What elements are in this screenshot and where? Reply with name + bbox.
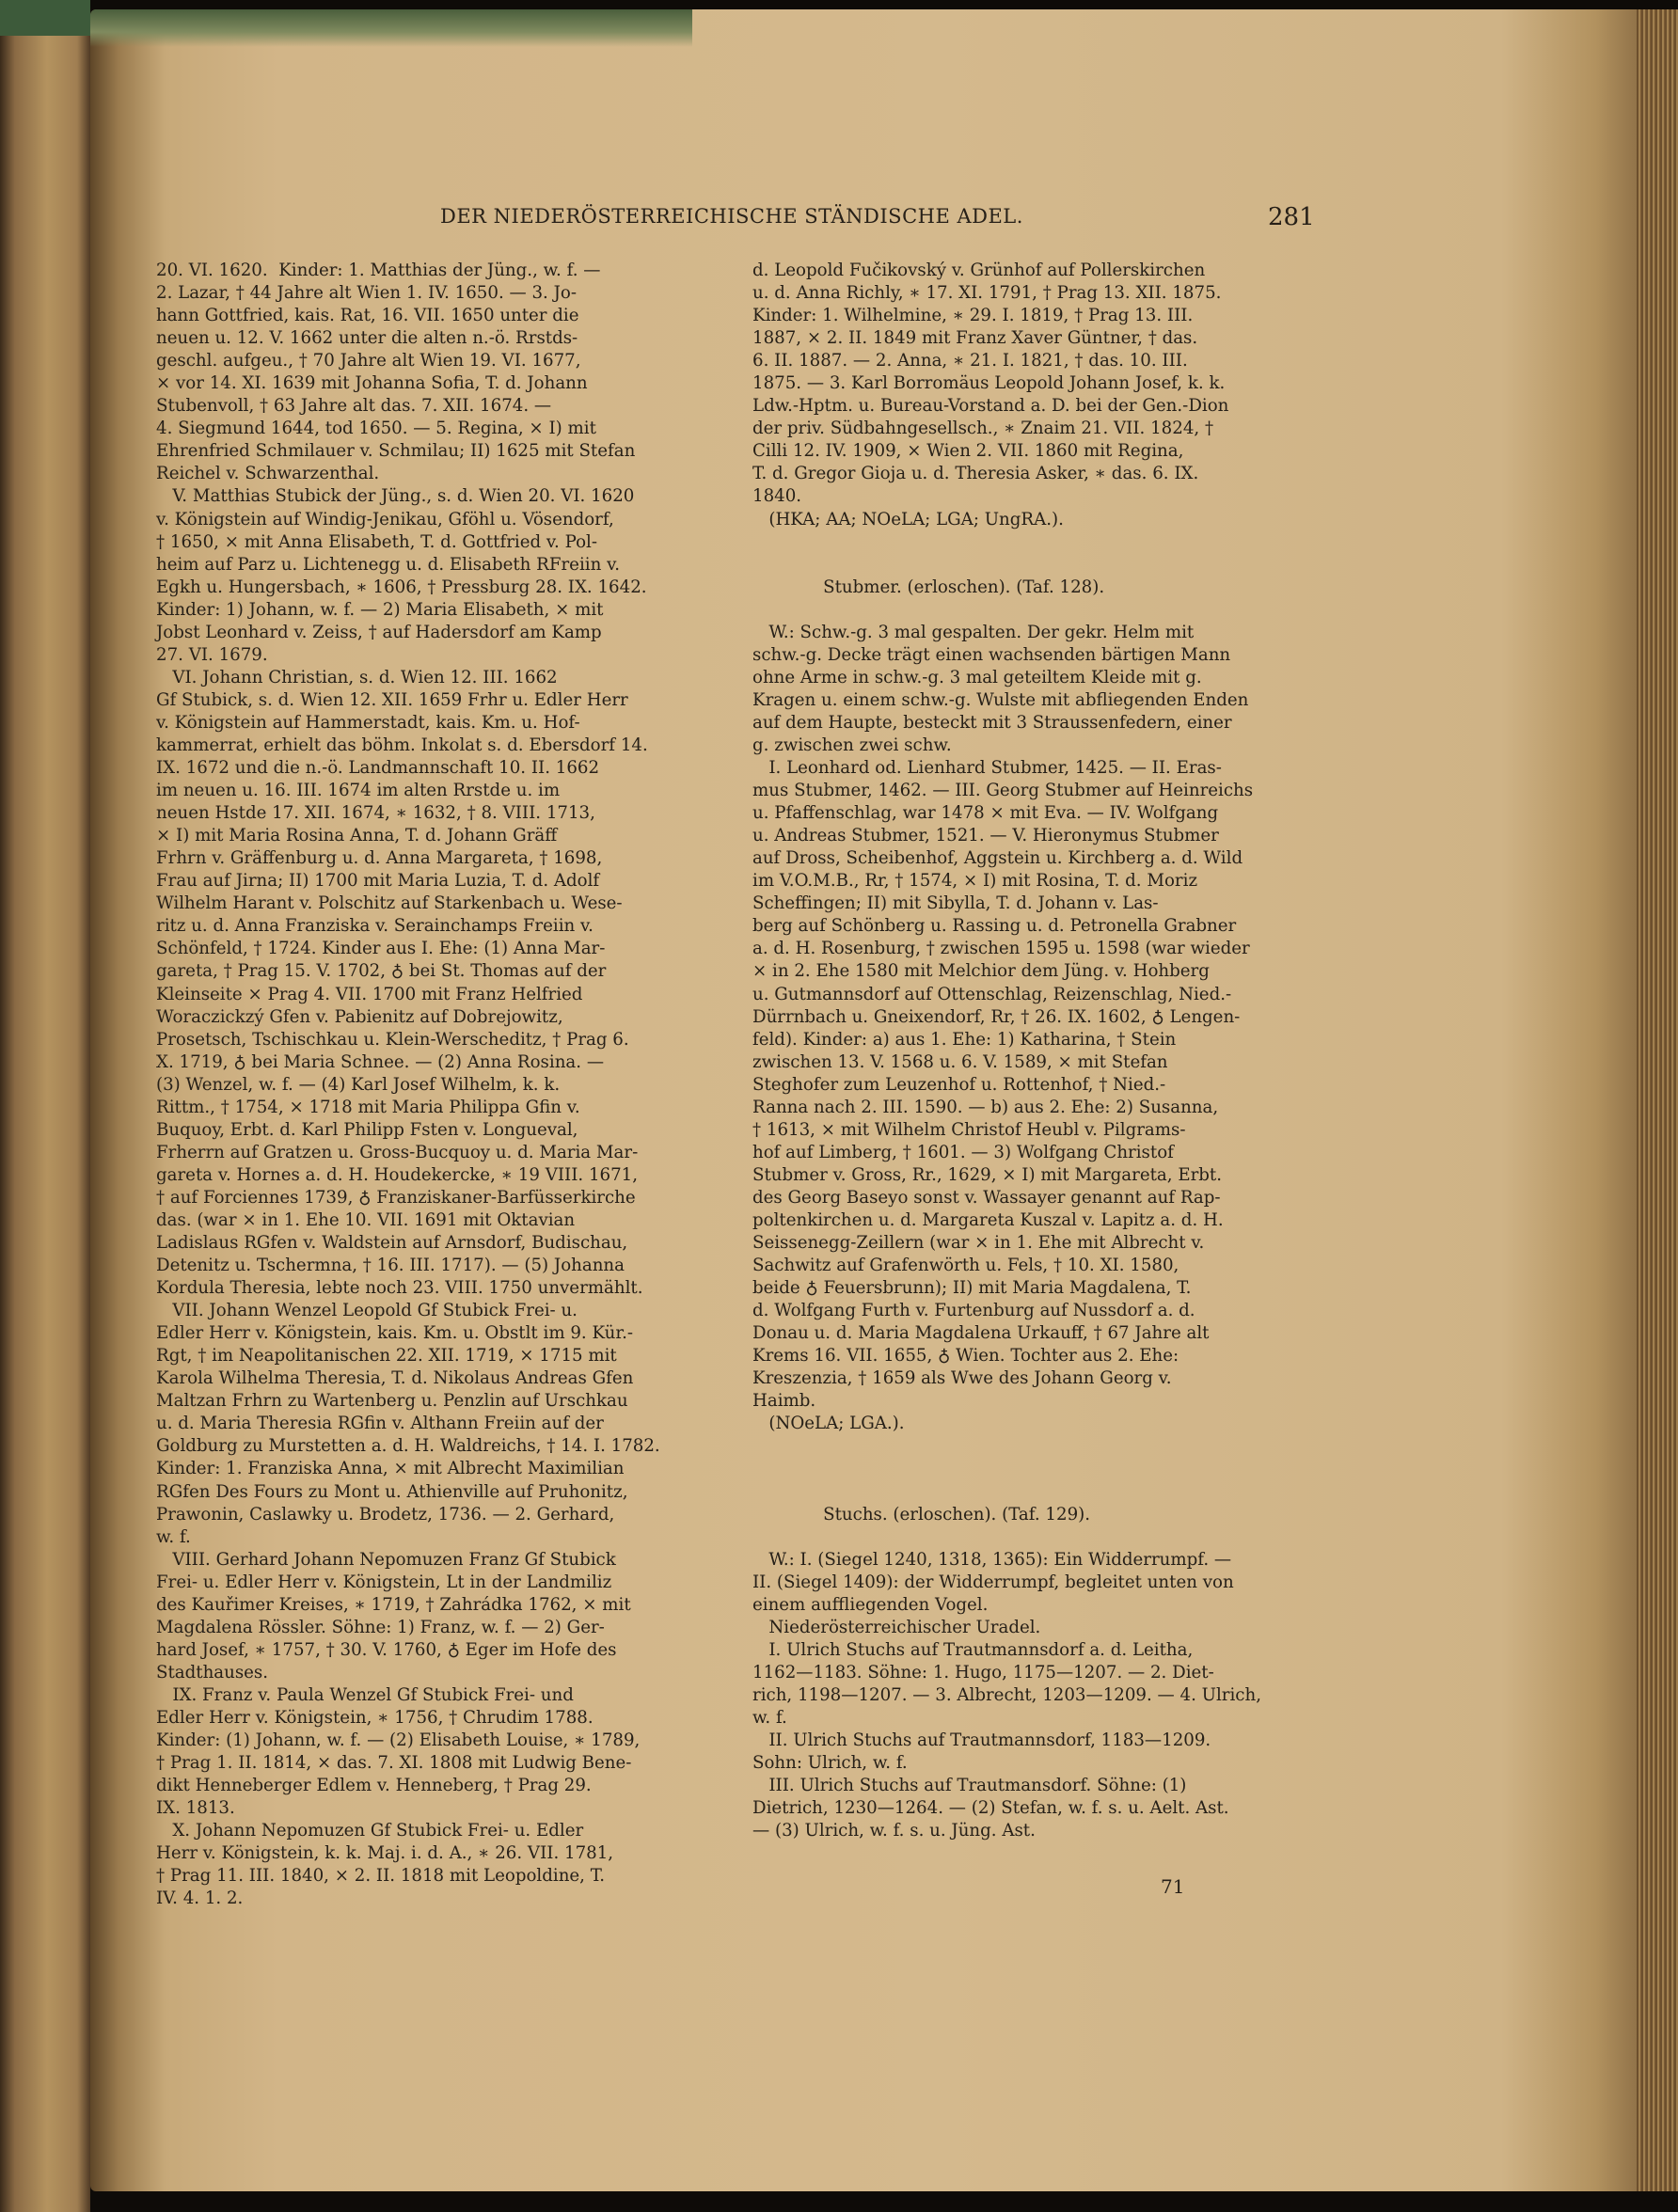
text-line: auf dem Haupte, besteckt mit 3 Straussenfedern, einer: [752, 712, 1232, 733]
text-line: Kinder: (1) Johann, w. f. — (2) Elisabeth Louise, ∗ 1789,: [156, 1730, 641, 1751]
text-line: Jobst Leonhard v. Zeiss, † auf Hadersdorf am Kamp: [156, 622, 602, 642]
left-page-edge: [0, 0, 90, 2212]
text-line: Edler Herr v. Königstein, ∗ 1756, † Chrudim 1788.: [156, 1708, 594, 1728]
text-line: gareta v. Hornes a. d. H. Houdekercke, ∗ 19 VIII. 1671,: [156, 1164, 639, 1185]
text-line: IX. Franz v. Paula Wenzel Gf Stubick Frei- und: [156, 1684, 574, 1705]
text-line: Edler Herr v. Königstein, kais. Km. u. Obstlt im 9. Kür.-: [156, 1323, 634, 1344]
text-line: der priv. Südbahngesellsch., ∗ Znaim 21. VII. 1824, †: [752, 419, 1214, 439]
text-line: Frei- u. Edler Herr v. Königstein, Lt in der Landmiliz: [156, 1572, 612, 1592]
text-line: Donau u. d. Maria Magdalena Urkauff, † 67 Jahre alt: [752, 1323, 1210, 1344]
text-line: III. Ulrich Stuchs auf Trautmansdorf. Söhne: (1): [752, 1776, 1187, 1796]
text-line: Prosetsch, Tschischkau u. Klein-Werscheditz, † Prag 6.: [156, 1029, 629, 1050]
text-line: u. d. Anna Richly, ∗ 17. XI. 1791, † Prag 13. XII. 1875.: [752, 283, 1222, 304]
text-line: 20. VI. 1620. Kinder: 1. Matthias der Jüng., w. f. —: [156, 261, 601, 280]
text-line: [752, 531, 1261, 554]
text-line: Krems 16. VII. 1655, ♁ Wien. Tochter aus 2. Ehe:: [752, 1346, 1179, 1367]
text-line: Rittm., † 1754, × 1718 mit Maria Philippa Gfin v.: [156, 1097, 580, 1117]
text-line: [752, 599, 1261, 622]
text-line: neuen u. 12. V. 1662 unter die alten n.-ö. Rrstds-: [156, 328, 578, 349]
text-line: Frhrn v. Gräffenburg u. d. Anna Margareta, † 1698,: [156, 848, 603, 869]
text-line: × in 2. Ehe 1580 mit Melchior dem Jüng. v. Hohberg: [752, 961, 1210, 982]
text-line: (3) Wenzel, w. f. — (4) Karl Josef Wilhelm, k. k.: [156, 1074, 561, 1095]
text-line: [752, 1435, 1261, 1458]
text-line: † 1650, × mit Anna Elisabeth, T. d. Gottfried v. Pol-: [156, 531, 597, 552]
text-line: Frherrn auf Gratzen u. Gross-Bucquoy u. d. Maria Mar-: [156, 1142, 639, 1162]
text-line: beide ♁ Feuersbrunn); II) mit Maria Magdalena, T.: [752, 1278, 1192, 1299]
text-line: mus Stubmer, 1462. — III. Georg Stubmer auf Heinreichs: [752, 781, 1254, 801]
text-line: II. Ulrich Stuchs auf Trautmannsdorf, 1183—1209.: [752, 1730, 1211, 1751]
text-line: VIII. Gerhard Johann Nepomuzen Franz Gf Stubick: [156, 1549, 616, 1570]
text-line: hof auf Limberg, † 1601. — 3) Wolfgang Christof: [752, 1142, 1174, 1162]
text-line: 1887, × 2. II. 1849 mit Franz Xaver Güntner, † das.: [752, 328, 1198, 349]
text-line: Kleinseite × Prag 4. VII. 1700 mit Franz Helfried: [156, 984, 583, 1004]
text-line: Sohn: Ulrich, w. f.: [752, 1753, 908, 1774]
text-line: 2. Lazar, † 44 Jahre alt Wien 1. IV. 1650. — 3. Jo-: [156, 283, 577, 304]
text-line: W.: Schw.-g. 3 mal gespalten. Der gekr. Helm mit: [752, 622, 1195, 642]
binding-edge: [90, 9, 692, 47]
text-line: heim auf Parz u. Lichtenegg u. d. Elisabeth RFreiin v.: [156, 554, 620, 575]
text-line: einem auffliegenden Vogel.: [752, 1594, 989, 1615]
text-line: auf Dross, Scheibenhof, Aggstein u. Kirchberg a. d. Wild: [752, 848, 1243, 869]
text-line: IX. 1672 und die n.-ö. Landmannschaft 10. II. 1662: [156, 758, 600, 779]
text-line: Cilli 12. IV. 1909, × Wien 2. VII. 1860 mit Regina,: [752, 441, 1184, 462]
text-line: Ladislaus RGfen v. Waldstein auf Arnsdorf, Budischau,: [156, 1233, 628, 1254]
text-line: W.: I. (Siegel 1240, 1318, 1365): Ein Widderrumpf. —: [752, 1549, 1232, 1570]
text-line: Woraczickzý Gfen v. Pabienitz auf Dobrejowitz,: [156, 1006, 563, 1027]
text-line: v. Königstein auf Hammerstadt, kais. Km. u. Hof-: [156, 712, 580, 733]
text-line: Stubmer v. Gross, Rr., 1629, × I) mit Margareta, Erbt.: [752, 1164, 1223, 1185]
text-line: Kragen u. einem schw.-g. Wulste mit abfliegenden Enden: [752, 689, 1249, 710]
text-line: × vor 14. XI. 1639 mit Johanna Sofia, T. d. Johann: [156, 373, 588, 394]
text-line: Karola Wilhelma Theresia, T. d. Nikolaus Andreas Gfen: [156, 1368, 634, 1389]
text-line: × I) mit Maria Rosina Anna, T. d. Johann Gräff: [156, 826, 558, 846]
text-line: u. Andreas Stubmer, 1521. — V. Hieronymus Stubmer: [752, 826, 1219, 846]
text-line: ohne Arme in schw.-g. 3 mal geteiltem Kleide mit g.: [752, 667, 1202, 687]
text-line: † auf Forciennes 1739, ♁ Franziskaner-Barfüsserkirche: [156, 1187, 636, 1208]
text-line: † 1613, × mit Wilhelm Christof Heubl v. Pilgrams-: [752, 1119, 1186, 1140]
text-line: — (3) Ulrich, w. f. s. u. Jüng. Ast.: [752, 1821, 1036, 1841]
text-line: Niederösterreichischer Uradel.: [752, 1617, 1041, 1637]
text-line: Ldw.-Hptm. u. Bureau-Vorstand a. D. bei der Gen.-Dion: [752, 396, 1229, 417]
text-line: Detenitz u. Tschermna, † 16. III. 1717). — (5) Johanna: [156, 1256, 625, 1276]
text-line: dikt Henneberger Edlem v. Henneberg, † Prag 29.: [156, 1776, 592, 1796]
right-column: [752, 260, 1261, 1842]
text-line: Seissenegg-Zeillern (war × in 1. Ehe mit Albrecht v.: [752, 1233, 1205, 1254]
text-line: 27. VI. 1679.: [156, 644, 268, 665]
text-line: [752, 1481, 1261, 1504]
text-line: 1875. — 3. Karl Borromäus Leopold Johann Josef, k. k.: [752, 373, 1226, 394]
text-line: Wilhelm Harant v. Polschitz auf Starkenbach u. Wese-: [156, 893, 623, 914]
text-line: Kinder: 1) Johann, w. f. — 2) Maria Elisabeth, × mit: [156, 599, 604, 620]
text-line: Kinder: 1. Wilhelmine, ∗ 29. I. 1819, † Prag 13. III.: [752, 306, 1194, 326]
text-line: Prawonin, Caslawky u. Brodetz, 1736. — 2. Gerhard,: [156, 1504, 615, 1525]
text-line: gareta, † Prag 15. V. 1702, ♁ bei St. Thomas auf der: [156, 961, 607, 982]
text-line: X. Johann Nepomuzen Gf Stubick Frei- u. Edler: [156, 1821, 584, 1841]
text-line: hann Gottfried, kais. Rat, 16. VII. 1650 unter die: [156, 306, 579, 326]
text-line: geschl. aufgeu., † 70 Jahre alt Wien 19. VI. 1677,: [156, 351, 581, 371]
text-line: RGfen Des Fours zu Mont u. Athienville auf Pruhonitz,: [156, 1481, 628, 1502]
text-line: Herr v. Königstein, k. k. Maj. i. d. A., ∗ 26. VII. 1781,: [156, 1843, 614, 1864]
text-line: kammerrat, erhielt das böhm. Inkolat s. d. Ebersdorf 14.: [156, 735, 648, 755]
text-line: u. Pfaffenschlag, war 1478 × mit Eva. — IV. Wolfgang: [752, 803, 1219, 824]
text-line: d. Wolfgang Furth v. Furtenburg auf Nussdorf a. d.: [752, 1301, 1195, 1321]
text-line: u. Gutmannsdorf auf Ottenschlag, Reizenschlag, Nied.-: [752, 984, 1232, 1004]
text-line: Buquoy, Erbt. d. Karl Philipp Fsten v. Longueval,: [156, 1119, 578, 1140]
text-line: poltenkirchen u. d. Margareta Kuszal v. Lapitz a. d. H.: [752, 1209, 1224, 1230]
text-line: VII. Johann Wenzel Leopold Gf Stubick Frei- u.: [156, 1301, 578, 1321]
text-line: Goldburg zu Murstetten a. d. H. Waldreichs, † 14. I. 1782.: [156, 1436, 660, 1457]
text-line: Magdalena Rössler. Söhne: 1) Franz, w. f. — 2) Ger-: [156, 1617, 605, 1637]
binding-cloth: [0, 0, 90, 36]
text-line: Reichel v. Schwarzenthal.: [156, 464, 380, 484]
text-line: [752, 554, 1261, 577]
text-line: des Georg Baseyo sonst v. Wassayer genannt auf Rap-: [752, 1187, 1221, 1208]
text-line: IX. 1813.: [156, 1798, 235, 1819]
text-line: (HKA; AA; NOeLA; LGA; UngRA.).: [752, 509, 1064, 529]
text-line: V. Matthias Stubick der Jüng., s. d. Wien 20. VI. 1620: [156, 486, 635, 507]
text-line: hard Josef, ∗ 1757, † 30. V. 1760, ♁ Eger im Hofe des: [156, 1639, 617, 1660]
text-line: II. (Siegel 1409): der Widderrumpf, begleitet unten von: [752, 1572, 1234, 1592]
text-line: Kreszenzia, † 1659 als Wwe des Johann Georg v.: [752, 1368, 1172, 1389]
text-line: Stubenvoll, † 63 Jahre alt das. 7. XII. 1674. —: [156, 396, 552, 417]
text-line: Frau auf Jirna; II) 1700 mit Maria Luzia, T. d. Adolf: [156, 871, 600, 892]
text-line: 6. II. 1887. — 2. Anna, ∗ 21. I. 1821, † das. 10. III.: [752, 351, 1188, 371]
text-line: IV. 4. 1. 2.: [156, 1888, 244, 1909]
text-line: X. 1719, ♁ bei Maria Schnee. — (2) Anna Rosina. —: [156, 1051, 605, 1072]
text-line: [752, 1458, 1261, 1480]
text-line: Gf Stubick, s. d. Wien 12. XII. 1659 Frhr u. Edler Herr: [156, 689, 628, 710]
text-line: VI. Johann Christian, s. d. Wien 12. III. 1662: [156, 667, 558, 687]
text-line: 1162—1183. Söhne: 1. Hugo, 1175—1207. — 2. Diet-: [752, 1662, 1214, 1683]
text-line: des Kauřimer Kreises, ∗ 1719, † Zahrádka 1762, × mit: [156, 1594, 631, 1615]
text-line: im neuen u. 16. III. 1674 im alten Rrstde u. im: [156, 781, 561, 801]
text-line: Dürrnbach u. Gneixendorf, Rr, † 26. IX. 1602, ♁ Lengen-: [752, 1006, 1241, 1027]
text-line: Stubmer. (erloschen). (Taf. 128).: [752, 577, 1105, 597]
text-line: Kordula Theresia, lebte noch 23. VIII. 1750 unvermählt.: [156, 1278, 643, 1299]
text-line: schw.-g. Decke trägt einen wachsenden bärtigen Mann: [752, 644, 1231, 665]
page-number: 281: [1268, 203, 1315, 231]
text-line: Sachwitz auf Grafenwörth u. Fels, † 10. XI. 1580,: [752, 1256, 1179, 1276]
text-line: g. zwischen zwei schw.: [752, 735, 952, 755]
text-line: v. Königstein auf Windig-Jenikau, Gföhl u. Vösendorf,: [156, 509, 614, 529]
text-line: I. Ulrich Stuchs auf Trautmannsdorf a. d. Leitha,: [752, 1639, 1194, 1660]
text-line: I. Leonhard od. Lienhard Stubmer, 1425. — II. Eras-: [752, 758, 1222, 779]
text-line: Stadthauses.: [156, 1662, 269, 1683]
text-line: w. f.: [156, 1526, 191, 1547]
text-line: d. Leopold Fučikovský v. Grünhof auf Pollerskirchen: [752, 261, 1206, 280]
text-line: Dietrich, 1230—1264. — (2) Stefan, w. f. s. u. Aelt. Ast.: [752, 1798, 1229, 1819]
text-line: Rgt, † im Neapolitanischen 22. XII. 1719, × 1715 mit: [156, 1346, 617, 1367]
text-line: 1840.: [752, 486, 802, 507]
text-line: Haimb.: [752, 1391, 816, 1412]
text-line: berg auf Schönberg u. Rassing u. d. Petronella Grabner: [752, 916, 1237, 937]
text-line: w. f.: [752, 1708, 787, 1728]
text-line: feld). Kinder: a) aus 1. Ehe: 1) Katharina, † Stein: [752, 1029, 1177, 1050]
text-line: Egkh u. Hungersbach, ∗ 1606, † Pressburg 28. IX. 1642.: [156, 577, 647, 597]
text-line: a. d. H. Rosenburg, † zwischen 1595 u. 1598 (war wieder: [752, 939, 1250, 959]
text-line: Ehrenfried Schmilauer v. Schmilau; II) 1625 mit Stefan: [156, 441, 636, 462]
signature-mark: 71: [1161, 1875, 1185, 1898]
text-line: 4. Siegmund 1644, tod 1650. — 5. Regina, × I) mit: [156, 419, 596, 439]
text-line: Stuchs. (erloschen). (Taf. 129).: [752, 1504, 1091, 1525]
text-line: Ranna nach 2. III. 1590. — b) aus 2. Ehe: 2) Susanna,: [752, 1097, 1219, 1117]
text-line: im V.O.M.B., Rr, † 1574, × I) mit Rosina, T. d. Moriz: [752, 871, 1198, 892]
text-line: Maltzan Frhrn zu Wartenberg u. Penzlin auf Urschkau: [156, 1391, 628, 1412]
text-line: Schönfeld, † 1724. Kinder aus I. Ehe: (1) Anna Mar-: [156, 939, 606, 959]
text-line: das. (war × in 1. Ehe 10. VII. 1691 mit Oktavian: [156, 1209, 576, 1230]
text-line: ritz u. d. Anna Franziska v. Serainchamps Freiin v.: [156, 916, 594, 937]
text-line: † Prag 11. III. 1840, × 2. II. 1818 mit Leopoldine, T.: [156, 1866, 605, 1887]
running-header: DER NIEDERÖSTERREICHISCHE STÄNDISCHE ADEL.: [440, 205, 1023, 228]
text-line: zwischen 13. V. 1568 u. 6. V. 1589, × mit Stefan: [752, 1051, 1168, 1072]
text-line: (NOeLA; LGA.).: [752, 1414, 905, 1434]
text-line: Kinder: 1. Franziska Anna, × mit Albrecht Maximilian: [156, 1459, 625, 1479]
text-line: Scheffingen; II) mit Sibylla, T. d. Johann v. Las-: [752, 893, 1159, 914]
text-line: u. d. Maria Theresia RGfin v. Althann Freiin auf der: [156, 1414, 604, 1434]
text-line: [752, 1526, 1261, 1549]
text-line: † Prag 1. II. 1814, × das. 7. XI. 1808 mit Ludwig Bene-: [156, 1753, 632, 1774]
text-line: neuen Hstde 17. XII. 1674, ∗ 1632, † 8. VIII. 1713,: [156, 803, 595, 824]
text-line: T. d. Gregor Gioja u. d. Theresia Asker, ∗ das. 6. IX.: [752, 464, 1199, 484]
text-line: Steghofer zum Leuzenhof u. Rottenhof, † Nied.-: [752, 1074, 1166, 1095]
text-line: rich, 1198—1207. — 3. Albrecht, 1203—1209. — 4. Ulrich,: [752, 1684, 1261, 1705]
left-column: [156, 260, 660, 1910]
page-edges: [1637, 9, 1678, 2191]
